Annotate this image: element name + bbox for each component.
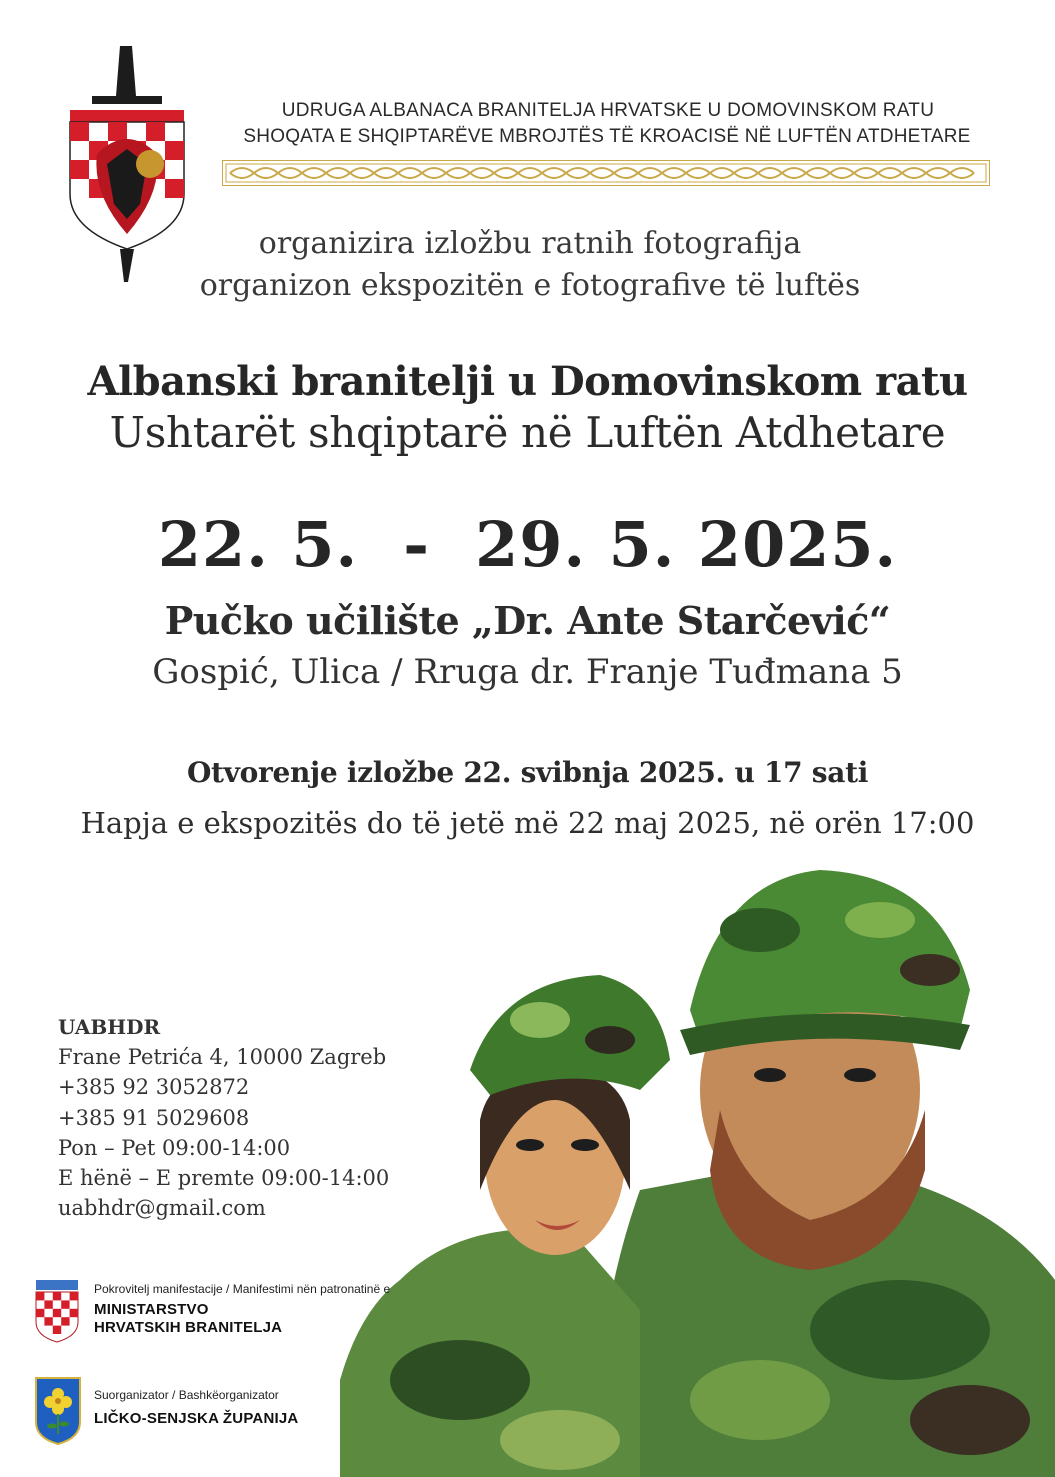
contact-hours-croatian: Pon – Pet 09:00-14:00 <box>58 1135 291 1160</box>
contact-block <box>58 1012 478 1223</box>
venue-address: Gospić, Ulica / Rruga dr. Franje Tuđmana 5 <box>152 652 903 692</box>
contact-phone-1[interactable]: +385 92 3052872 <box>58 1075 250 1100</box>
opening-time-albanian: Hapja e ekspozitës do të jetë më 22 maj 2025, në orën 17:00 <box>80 806 975 840</box>
sponsor-county <box>34 1376 454 1446</box>
contact-org: UABHDR <box>58 1015 161 1039</box>
croatian-coat-of-arms-icon <box>34 1278 80 1344</box>
organization-name-croatian: UDRUGA ALBANACA BRANITELJA HRVATSKE U DOMOVINSKOM RATU <box>281 100 935 121</box>
association-emblem <box>62 44 192 284</box>
contact-hours-albanian: E hënë – E premte 09:00-14:00 <box>58 1166 390 1191</box>
exhibition-title-albanian: Ushtarët shqiptarë në Luftën Atdhetare <box>109 408 946 457</box>
sponsor-2-name: LIČKO-SENJSKA ŽUPANIJA <box>94 1410 299 1427</box>
sponsor-ministry <box>34 1278 454 1344</box>
sponsor-1-role: Pokrovitelj manifestacije / Manifestimi nën patronatinë e <box>94 1282 391 1296</box>
contact-email[interactable]: uabhdr@gmail.com <box>58 1196 266 1221</box>
contact-phone-2[interactable]: +385 91 5029608 <box>58 1105 250 1130</box>
venue-name: Pučko učilište „Dr. Ante Starčević“ <box>164 598 891 643</box>
gold-braid-ornament <box>222 160 990 186</box>
intro-line-croatian: organizira izložbu ratnih fotografija <box>258 226 802 261</box>
exhibition-dates: 22. 5. - 29. 5. 2025. <box>157 508 898 581</box>
sponsor-2-role: Suorganizator / Bashkëorganizator <box>94 1388 279 1402</box>
exhibition-title-croatian: Albanski branitelji u Domovinskom ratu <box>87 358 968 405</box>
contact-address: Frane Petrića 4, 10000 Zagreb <box>58 1045 387 1070</box>
intro-line-albanian: organizon ekspozitën e fotografive të luftës <box>199 268 861 303</box>
county-coat-of-arms-icon <box>34 1376 82 1446</box>
organization-name-albanian: SHOQATA E SHQIPTARËVE MBROJTËS TË KROACISË NË LUFTËN ATDHETARE <box>243 126 971 147</box>
opening-time-croatian: Otvorenje izložbe 22. svibnja 2025. u 17 sati <box>186 756 869 789</box>
sponsor-1-name-line2: HRVATSKIH BRANITELJA <box>94 1319 283 1336</box>
sponsor-1-name-line1: MINISTARSTVO <box>94 1301 209 1318</box>
